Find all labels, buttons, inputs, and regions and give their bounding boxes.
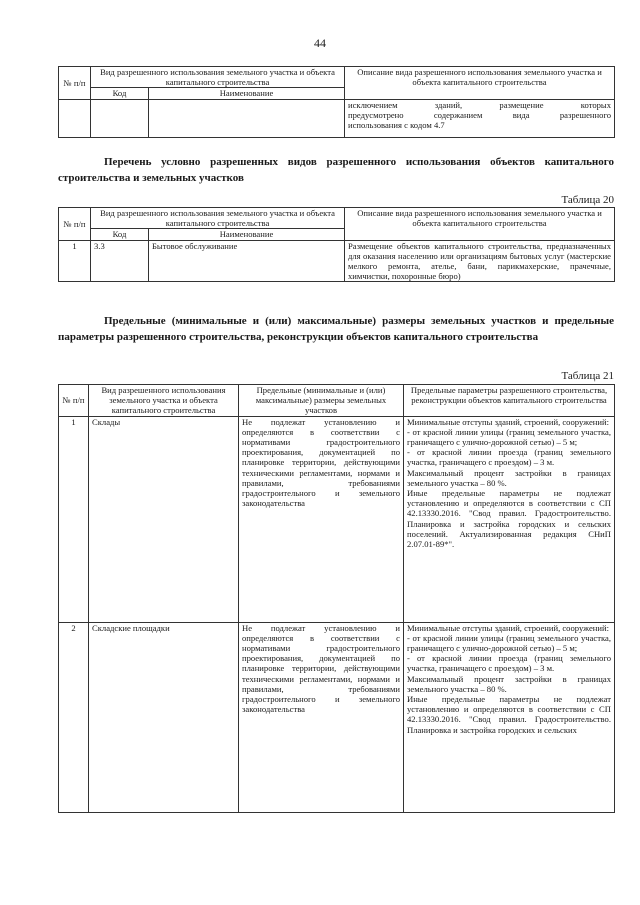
header-type-group: Вид разрешенного использования земельного участка и объекта капитального строительства: [91, 67, 345, 88]
cell-sizes: Не подлежат установлению и определяются в соответствии с нормативами градостроительного проектирования, документацией по планировке территории, действующими техническими регламентами, нормами и правилами, требованиями градостроительного и земельного законодательства: [239, 622, 404, 812]
header-type-group: Вид разрешенного использования земельного участка и объекта капитального строительства: [91, 208, 345, 229]
description-line: предусмотрено содержанием вида разрешенного: [348, 109, 611, 120]
params-paragraph: Иные предельные параметры не подлежат установлению и определяются в соответствии с СП 42.13330.2016. "Свод правил. Градостроительство. Планировка и застройка городских и сельских: [407, 694, 611, 735]
description-line: использования с кодом 4.7: [348, 120, 445, 131]
params-paragraph: - от красной линии улицы (границ земельного участка, граничащего с улично-дорожной сетью) – 5 м;: [407, 426, 611, 448]
table-caption: Таблица 21: [561, 370, 614, 382]
header-num: № п/п: [59, 385, 89, 417]
cell-sizes: Не подлежат установлению и определяются в соответствии с нормативами градостроительного проектирования, документацией по планировке территории, действующими техническими регламентами, нормами и правилами, требованиями градостроительного и земельного законодательства: [239, 416, 404, 622]
header-description: Описание вида разрешенного использования земельного участка и объекта капитального строительства: [345, 208, 615, 241]
table-21: [58, 384, 615, 813]
cell-name: Бытовое обслуживание: [149, 240, 345, 282]
table-caption: Таблица 20: [561, 194, 614, 206]
header-name: Наименование: [149, 88, 345, 99]
header-description: Описание вида разрешенного использования земельного участка и объекта капитального строительства: [345, 67, 615, 100]
cell-params: [404, 416, 615, 622]
header-code: Код: [91, 88, 149, 99]
cell-type: Склады: [89, 416, 239, 622]
table-row: [59, 416, 615, 622]
params-paragraph: Минимальные отступы зданий, строений, сооружений:: [407, 622, 609, 633]
section-heading: Перечень условно разрешенных видов разрешенного использования объектов капитального строительства и земельных участков: [58, 156, 614, 184]
params-paragraph: - от красной линии проезда (границ земельного участка, граничащего с проездом) – 3 м.: [407, 447, 611, 468]
header-params: Предельные параметры разрешенного строительства, реконструкции объектов капитального строительства: [404, 385, 615, 417]
page-number: 44: [314, 36, 326, 50]
header-code: Код: [91, 229, 149, 240]
header-sizes: Предельные (минимальные и (или) максимальные) размеры земельных участков: [239, 385, 404, 417]
table-row: [59, 240, 615, 282]
cell-description: Размещение объектов капитального строительства, предназначенных для оказания населению или организациям бытовых услуг (мастерские мелкого ремонта, ателье, бани, парикмахерские, прачечные, химчистки, похоронные бюро): [345, 240, 615, 282]
header-type: Вид разрешенного использования земельного участка и объекта капитального строительства: [89, 385, 239, 417]
cell-num: 2: [59, 622, 89, 812]
cell-code: 3.3: [91, 240, 149, 282]
cell-num: 1: [59, 416, 89, 622]
cell-params: [404, 622, 615, 812]
params-paragraph: - от красной линии улицы (границ земельного участка, граничащего с улично-дорожной сетью) – 5 м;: [407, 632, 611, 654]
cell-description: [345, 99, 615, 137]
params-paragraph: Максимальный процент застройки в границах земельного участка – 80 %.: [407, 467, 611, 488]
section-heading: Предельные (минимальные и (или) максимальные) размеры земельных участков и предельные параметры разрешенного строительства, реконструкции объектов капитального строительства: [58, 315, 614, 343]
params-paragraph: - от красной линии проезда (границ земельного участка, граничащего с проездом) – 3 м.: [407, 653, 611, 674]
params-paragraph: Иные предельные параметры не подлежат установлению и определяются в соответствии с СП 42.13330.2016. "Свод правил. Градостроительство. Планировка и застройка городских и сельских поселений. Актуализированная редакция СНиП 2.07.01-89*".: [407, 488, 611, 550]
header-num: № п/п: [59, 208, 91, 241]
table-row: [59, 622, 615, 812]
table-20: [58, 207, 615, 282]
params-paragraph: Минимальные отступы зданий, строений, сооружений:: [407, 416, 609, 427]
cell-num: [59, 99, 91, 137]
cell-code: [91, 99, 149, 137]
cell-name: [149, 99, 345, 137]
header-num: № п/п: [59, 67, 91, 100]
params-paragraph: Максимальный процент застройки в границах земельного участка – 80 %.: [407, 673, 611, 694]
cell-num: 1: [59, 240, 91, 282]
description-line: исключением зданий, размещение которых: [348, 99, 611, 110]
cell-type: Складские площадки: [89, 622, 239, 812]
table-row: [59, 99, 615, 137]
header-name: Наименование: [149, 229, 345, 240]
table-continuation: [58, 66, 615, 138]
